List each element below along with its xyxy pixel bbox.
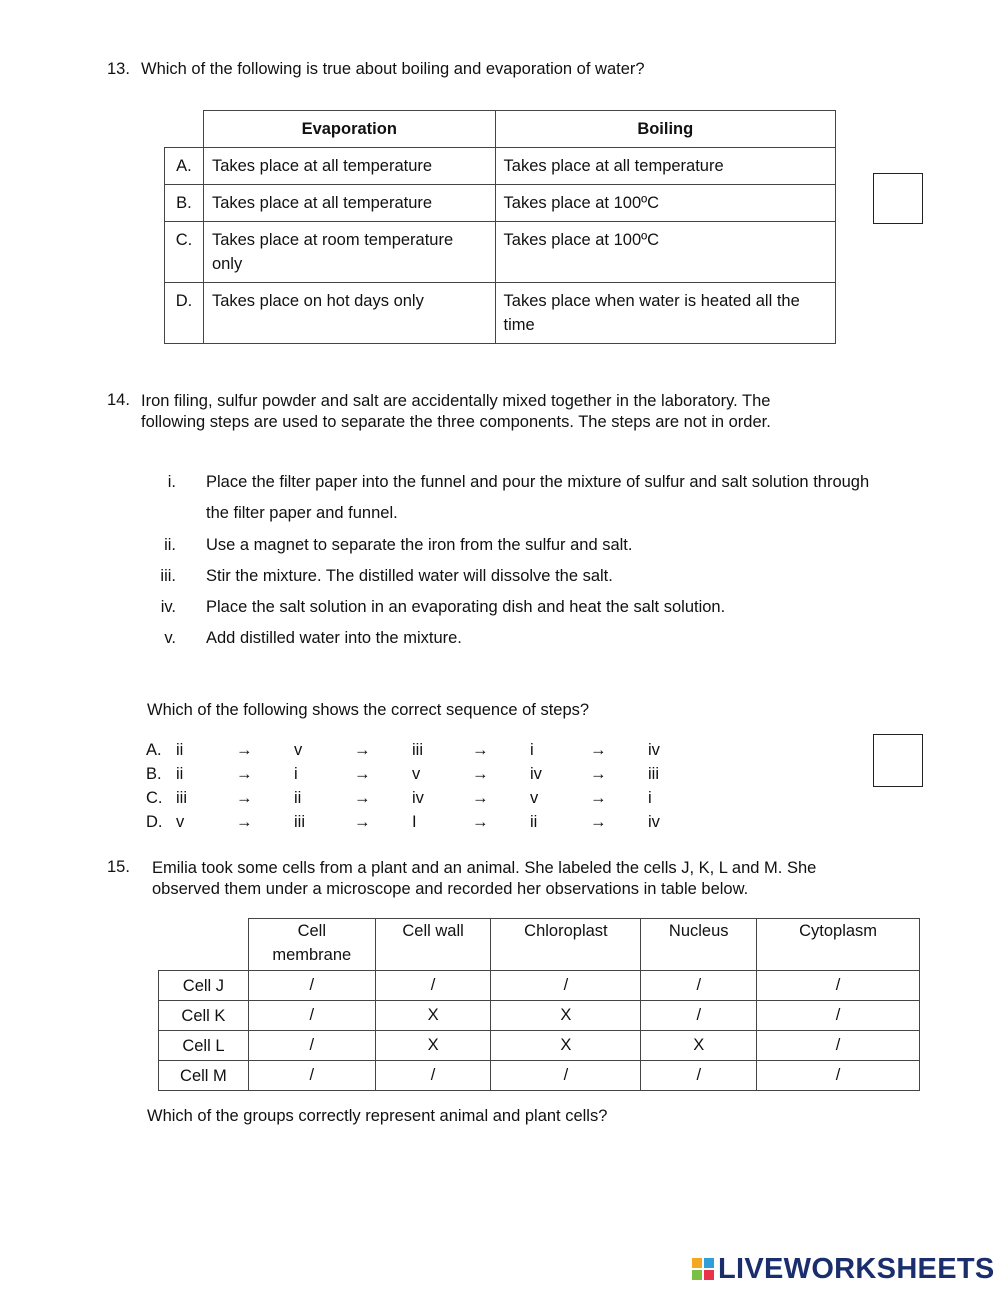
q15-value: / (757, 1001, 920, 1031)
q15-value: / (757, 971, 920, 1001)
q13-row-label: C. (165, 222, 204, 283)
q14-option-step: v (176, 813, 185, 831)
q13-question: Which of the following is true about boiling and evaporation of water? (141, 60, 645, 78)
q14-step-text: Add distilled water into the mixture. (206, 629, 462, 647)
q14-option-step: ii (176, 765, 184, 783)
q14-option-step: ii (530, 813, 538, 831)
q15-intro-line: observed them under a microscope and recorded her observations in table below. (152, 880, 749, 898)
q14-option-step: v (294, 741, 303, 759)
logo-text: LIVEWORKSHEETS (718, 1252, 995, 1285)
q14-option-label: C. (146, 789, 163, 807)
q13-answer-box[interactable] (873, 173, 923, 224)
q14-intro-line: following steps are used to separate the three components. The steps are not in order. (141, 413, 771, 431)
q15-value: X (641, 1031, 757, 1061)
q13-boiling-cell: Takes place at 100ºC (495, 222, 835, 283)
q14-intro-line: Iron filing, sulfur powder and salt are accidentally mixed together in the laboratory. The (141, 392, 771, 410)
q14-option-step: iii (176, 789, 187, 807)
arrow-right-icon: → (354, 741, 371, 759)
q14-step-text: Use a magnet to separate the iron from the sulfur and salt. (206, 536, 633, 554)
q15-cell-name: Cell K (159, 1001, 249, 1031)
q15-value: / (491, 1061, 641, 1091)
q14-option-step: i (648, 789, 652, 807)
q15-row (159, 1001, 920, 1031)
q14-option-step: ii (176, 741, 184, 759)
q14-option-step: iv (648, 741, 660, 759)
q15-value: / (757, 1061, 920, 1091)
q13-row (165, 283, 836, 344)
q14-step-number: iii. (160, 567, 176, 585)
q15-value: / (491, 971, 641, 1001)
arrow-right-icon: → (472, 741, 489, 759)
q15-header-cell-membrane: Cell membrane (248, 919, 375, 971)
q15-intro-line: Emilia took some cells from a plant and an animal. She labeled the cells J, K, L and M. She (152, 859, 817, 877)
q14-option-step: iv (530, 765, 542, 783)
q14-option-step: iii (648, 765, 659, 783)
q15-row (159, 1031, 920, 1061)
q15-cell-name: Cell J (159, 971, 249, 1001)
q15-value: X (375, 1031, 491, 1061)
q15-value: / (248, 1031, 375, 1061)
q13-number: 13. (107, 60, 130, 78)
q15-value: / (375, 1061, 491, 1091)
q15-value: / (641, 971, 757, 1001)
q14-option-step: I (412, 813, 417, 831)
arrow-right-icon: → (354, 789, 371, 807)
q15-value: / (248, 1061, 375, 1091)
arrow-right-icon: → (590, 765, 607, 783)
q13-evaporation-cell: Takes place on hot days only (203, 283, 495, 344)
q13-row (165, 148, 836, 185)
q14-option-label: A. (146, 741, 162, 759)
q15-value: / (248, 971, 375, 1001)
arrow-right-icon: → (590, 813, 607, 831)
q13-row-label: B. (165, 185, 204, 222)
q15-row (159, 1061, 920, 1091)
arrow-right-icon: → (236, 765, 253, 783)
q14-option-label: B. (146, 765, 162, 783)
q13-row-label: D. (165, 283, 204, 344)
q15-header-cell-wall: Cell wall (375, 919, 491, 971)
q15-table (158, 918, 920, 1091)
q13-row-label: A. (165, 148, 204, 185)
arrow-right-icon: → (590, 741, 607, 759)
q15-value: / (757, 1031, 920, 1061)
q15-value: X (375, 1001, 491, 1031)
q14-step-text: Place the filter paper into the funnel and pour the mixture of sulfur and salt solution through the filter paper and funnel. (206, 473, 870, 522)
q14-option-label: D. (146, 813, 163, 831)
q15-value: / (641, 1001, 757, 1031)
arrow-right-icon: → (590, 789, 607, 807)
arrow-right-icon: → (472, 789, 489, 807)
q15-header-cytoplasm: Cytoplasm (757, 919, 920, 971)
q15-header-nucleus: Nucleus (641, 919, 757, 971)
q13-header-evaporation: Evaporation (203, 111, 495, 148)
logo-mark-icon (692, 1258, 714, 1280)
q14-option-step: v (412, 765, 421, 783)
q13-evaporation-cell: Takes place at all temperature (203, 148, 495, 185)
q15-intro (152, 858, 816, 900)
q13-table (164, 110, 836, 344)
q13-row (165, 185, 836, 222)
q14-step-number: i. (167, 473, 176, 491)
q14-prompt: Which of the following shows the correct sequence of steps? (147, 701, 590, 719)
q13-evaporation-cell: Takes place at all temperature (203, 185, 495, 222)
q15-prompt: Which of the groups correctly represent animal and plant cells? (147, 1107, 608, 1125)
q14-answer-box[interactable] (873, 734, 923, 787)
q14-step-number: ii. (164, 536, 176, 554)
q14-option-step: iv (648, 813, 660, 831)
q13-boiling-cell: Takes place at 100ºC (495, 185, 835, 222)
arrow-right-icon: → (236, 813, 253, 831)
q14-option-step: iii (294, 813, 305, 831)
q15-header-chloroplast: Chloroplast (491, 919, 641, 971)
q14-option-step: ii (294, 789, 302, 807)
q13-header-boiling: Boiling (495, 111, 835, 148)
q14-option-step: i (530, 741, 534, 759)
arrow-right-icon: → (472, 765, 489, 783)
q15-value: X (491, 1031, 641, 1061)
q13-boiling-cell: Takes place when water is heated all the time (495, 283, 835, 344)
q15-value: / (641, 1061, 757, 1091)
q14-step-number: iv. (160, 598, 176, 616)
arrow-right-icon: → (354, 813, 371, 831)
q15-number: 15. (107, 858, 130, 876)
arrow-right-icon: → (472, 813, 489, 831)
arrow-right-icon: → (236, 789, 253, 807)
q13-boiling-cell: Takes place at all temperature (495, 148, 835, 185)
arrow-right-icon: → (354, 765, 371, 783)
q15-cell-name: Cell L (159, 1031, 249, 1061)
q14-option-step: v (530, 789, 539, 807)
arrow-right-icon: → (236, 741, 253, 759)
q15-value: / (375, 971, 491, 1001)
q15-cell-name: Cell M (159, 1061, 249, 1091)
q14-option-step: iv (412, 789, 424, 807)
q14-step-text: Place the salt solution in an evaporating dish and heat the salt solution. (206, 598, 726, 616)
q14-step-number: v. (164, 629, 176, 647)
q14-number: 14. (107, 391, 130, 409)
liveworksheets-logo (692, 1254, 995, 1284)
q15-value: X (491, 1001, 641, 1031)
q15-row (159, 971, 920, 1001)
q13-evaporation-cell: Takes place at room temperature only (203, 222, 495, 283)
q14-option-step: i (294, 765, 298, 783)
q14-option-step: iii (412, 741, 423, 759)
q15-value: / (248, 1001, 375, 1031)
q14-step-text: Stir the mixture. The distilled water will dissolve the salt. (206, 567, 613, 585)
q14-intro (141, 391, 771, 433)
q13-row (165, 222, 836, 283)
